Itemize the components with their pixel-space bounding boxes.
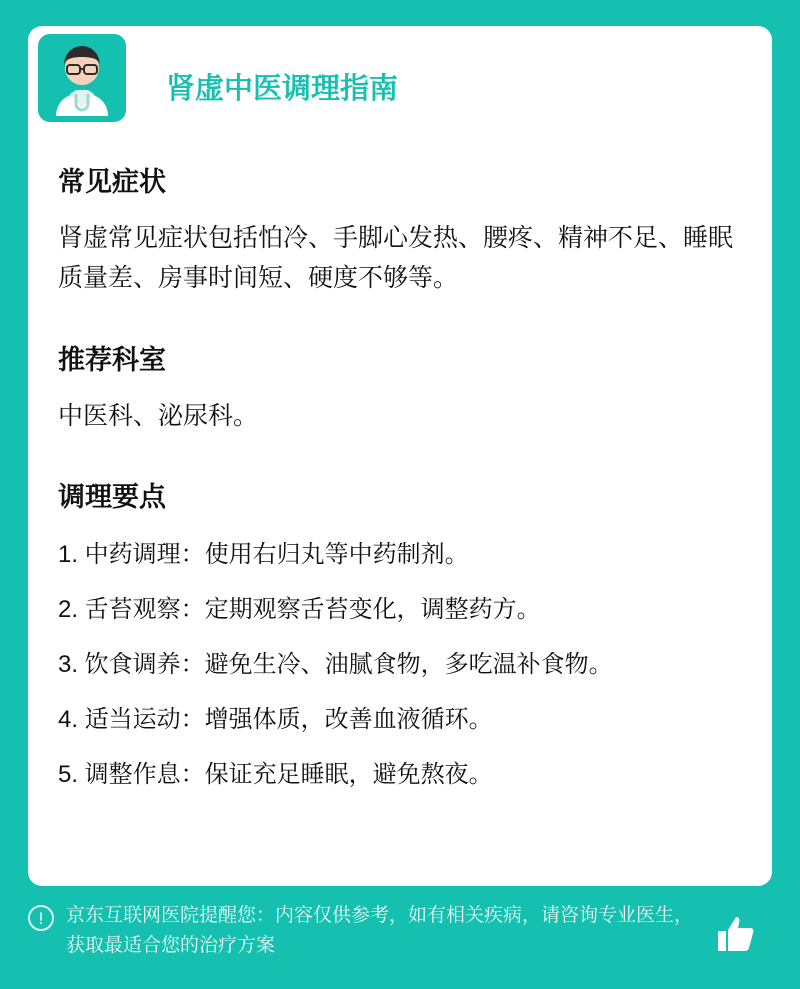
section-body-symptoms: 肾虚常见症状包括怕冷、手脚心发热、腰疼、精神不足、睡眠质量差、房事时间短、硬度不够等。 <box>58 223 734 293</box>
page-title: 肾虚中医调理指南 <box>166 73 399 105</box>
list-item: 5. 调整作息：保证充足睡眠，避免熬夜。 <box>58 761 493 789</box>
footer-disclaimer <box>0 889 800 989</box>
list-item: 2. 舌苔观察：定期观察舌苔变化，调整药方。 <box>58 595 541 623</box>
list-item: 4. 适当运动：增强体质，改善血液循环。 <box>58 706 493 734</box>
section-heading-department: 推荐科室 <box>58 344 166 375</box>
footer-text: 京东互联网医院提醒您：内容仅供参考，如有相关疾病，请咨询专业医生，获取最适合您的治疗方案 <box>66 905 694 957</box>
list-item: 3. 饮食调养：避免生冷、油腻食物，多吃温补食物。 <box>58 650 613 678</box>
tips-list <box>58 536 742 794</box>
content-card <box>28 26 772 886</box>
section-heading-tips: 调理要点 <box>58 482 166 513</box>
list-item: 1. 中药调理：使用右归丸等中药制剂。 <box>58 540 469 568</box>
section-heading-symptoms: 常见症状 <box>58 166 166 197</box>
doctor-avatar-icon <box>36 32 128 124</box>
info-icon: ! <box>28 905 54 931</box>
thumbs-up-icon[interactable] <box>712 911 758 957</box>
section-body-department: 中医科、泌尿科。 <box>58 401 259 430</box>
